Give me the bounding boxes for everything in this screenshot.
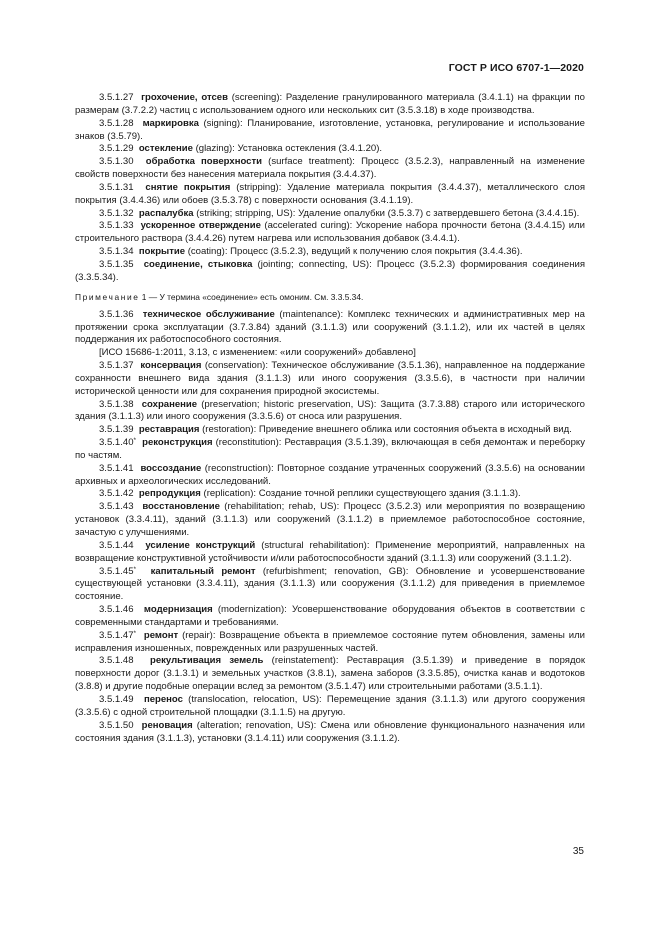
term-number: 3.5.1.34 xyxy=(99,246,134,258)
term-entry xyxy=(75,309,585,348)
terms-block-2 xyxy=(75,309,585,348)
term-definition: (rehabilitation; rehab, US): Процесс (3.5.2.3) или мероприятия по возвращению установок (3.3.4.11), зданий (3.1.1.3) или сооружений (3.1.1.2) в приемлемое работоспособное состояние, зачастую с улучшениями. xyxy=(75,501,585,538)
term-title: техническое обслуживание xyxy=(142,308,275,320)
term-number: 3.5.1.40 xyxy=(99,437,134,449)
term-definition: (jointing; connecting, US): Процесс (3.5.2.3) формирования соединения (3.3.5.34). xyxy=(75,258,585,283)
term-entry xyxy=(75,424,585,437)
term-title: реновация xyxy=(141,719,193,731)
term-definition: (stripping): Удаление материала покрытия (3.4.4.37), металлического слоя покрытия (3.4.4.36) или обоев (3.5.3.78) с поверхности основания (3.4.1.19). xyxy=(75,181,585,206)
term-definition: (reconstitution): Реставрация (3.5.1.39), включающая в себя демонтаж и переборку по частям. xyxy=(75,437,585,461)
term-definition: (modernization): Усовершенствование оборудования объектов в соответствии с современными стандартами и требованиями. xyxy=(75,604,585,628)
term-entry xyxy=(75,143,585,156)
term-title: рекультивация земель xyxy=(149,655,264,667)
term-title: репродукция xyxy=(138,488,201,500)
term-number: 3.5.1.41 xyxy=(99,462,134,474)
note-text: 1 — У термина «соединение» есть омоним. См. 3.3.5.34. xyxy=(139,291,364,302)
term-number: 3.5.1.50 xyxy=(99,719,134,731)
term-title: капитальный ремонт xyxy=(150,565,256,577)
term-title: покрытие xyxy=(138,246,186,258)
document-header: ГОСТ Р ИСО 6707-1—2020 xyxy=(448,62,584,74)
term-number: 3.5.1.43 xyxy=(99,501,134,513)
term-definition: (reconstruction): Повторное создание утраченных сооружений (3.3.5.6) на основании архивных и археологических исследований. xyxy=(75,462,585,487)
term-title: реконструкция xyxy=(142,437,213,449)
term-entry xyxy=(75,437,585,463)
term-number: 3.5.1.44 xyxy=(99,539,134,551)
term-title: остекление xyxy=(138,143,193,155)
term-entry xyxy=(75,488,585,501)
term-entry xyxy=(75,566,585,605)
term-definition: (coating): Процесс (3.5.2.3), ведущий к получению слоя покрытия (3.4.4.36). xyxy=(185,246,523,258)
term-definition: (replication): Создание точной реплики существующего здания (3.1.1.3). xyxy=(200,488,521,500)
term-entry xyxy=(75,720,585,746)
term-title: сохранение xyxy=(141,398,198,410)
term-number: 3.5.1.38 xyxy=(99,398,134,410)
term-title: соединение, стыковка xyxy=(143,258,253,270)
term-title: модернизация xyxy=(143,604,213,616)
terms-block-3 xyxy=(75,360,585,745)
term-definition: (reinstatement): Реставрация (3.5.1.39) и приведение в порядок поверхности дорог (3.1.3.1) и земельных участков (3.8.1), замена заборов (3.3.5.85), очистка канав и водотоков (3.8.8) и другие подобные операции вслед за ремонтом (3.5.1.47) или строительными работами (3.5.1.1). xyxy=(75,655,585,693)
page-number: 35 xyxy=(572,846,584,857)
term-title: снятие покрытия xyxy=(145,181,231,193)
term-title: грохочение, отсев xyxy=(141,92,228,103)
term-entry xyxy=(75,463,585,489)
term-entry xyxy=(75,182,585,208)
term-title: распалубка xyxy=(138,207,194,219)
source-reference: [ИСО 15686-1:2011, 3.13, с изменением: «или сооружений» добавлено] xyxy=(99,347,416,359)
term-title: перенос xyxy=(143,693,183,705)
term-asterisk: * xyxy=(133,437,137,445)
term-number: 3.5.1.48 xyxy=(99,655,134,667)
term-definition: (glazing): Установка остекления (3.4.1.20). xyxy=(192,143,383,155)
term-title: маркировка xyxy=(142,117,199,129)
term-definition: (signing): Планирование, изготовление, установка, регулирование и использование знаков (3.5.79). xyxy=(75,117,585,142)
term-number: 3.5.1.32 xyxy=(99,207,134,219)
term-definition: (refurbishment; renovation, GB): Обновление и усовершенствование существующей установки (3.3.4.11), здания (3.1.1.3) или сооружения (3.1.1.2) для приведения в приемлемое состояние. xyxy=(75,565,585,603)
term-entry xyxy=(75,501,585,540)
term-title: ускоренное отверждение xyxy=(140,220,261,232)
term-entry xyxy=(75,540,585,566)
term-entry xyxy=(75,156,585,182)
term-number: 3.5.1.49 xyxy=(99,693,134,705)
term-definition: (preservation; historic preservation, US): Защита (3.7.3.88) старого или исторического здания (3.1.1.3) или иного сооружения (3.3.5.6) от сноса или разрушения. xyxy=(75,398,585,423)
term-title: воссоздание xyxy=(140,462,202,474)
term-definition: (alteration; renovation, US): Смена или обновление функционального назначения или состояния здания (3.1.1.3), установки (3.1.4.11) или сооружения (3.1.1.2). xyxy=(75,719,585,744)
term-definition: (restoration): Приведение внешнего облика или состояния объекта в исходный вид. xyxy=(199,424,572,436)
term-number: 3.5.1.35 xyxy=(99,258,134,270)
term-title: ремонт xyxy=(143,629,179,641)
term-definition: (repair): Возвращение объекта в приемлемое состояние путем обновления, замены или исправления изношенных, поврежденных или разрушенных частей. xyxy=(75,629,585,654)
term-entry xyxy=(75,259,585,285)
term-definition: (surface treatment): Процесс (3.5.2.3), направленный на изменение свойств поверхности без нанесения материала покрытия (3.4.4.37). xyxy=(75,156,585,181)
term-title: консервация xyxy=(140,360,202,372)
term-definition: (maintenance): Комплекс технических и административных мер на протяжении срока эксплуатации (3.7.3.84) зданий (3.1.1.3) или сооружений (3.1.1.2), или их частей в целях поддержания их работоспособного состояния. xyxy=(75,308,585,346)
term-title: восстановление xyxy=(142,501,220,513)
term-entry xyxy=(75,92,585,118)
note-label: Примечание xyxy=(75,291,140,302)
term-title: реставрация xyxy=(138,424,200,436)
term-asterisk: * xyxy=(133,629,137,637)
term-number: 3.5.1.29 xyxy=(99,143,134,155)
term-number: 3.5.1.30 xyxy=(99,156,134,168)
term-number: 3.5.1.33 xyxy=(99,220,134,232)
terms-content xyxy=(75,92,585,745)
term-title: обработка поверхности xyxy=(145,156,263,168)
term-number: 3.5.1.27 xyxy=(99,92,134,103)
terms-block-1 xyxy=(75,92,585,285)
term-number: 3.5.1.36 xyxy=(99,308,134,320)
term-number: 3.5.1.37 xyxy=(99,360,134,372)
term-title: усиление конструкций xyxy=(145,539,256,551)
note xyxy=(75,291,585,303)
term-definition: (screening): Разделение гранулированного материала (3.4.1.1) на фракции по размерам (3.7.2.2) частиц с использованием одного или нескольких сит (3.5.3.18) в ходе производства. xyxy=(75,92,585,116)
term-entry xyxy=(75,246,585,259)
term-entry xyxy=(75,630,585,656)
term-entry xyxy=(75,655,585,694)
term-definition: (striking; stripping, US): Удаление опалубки (3.5.3.7) с затвердевшего бетона (3.4.4.15). xyxy=(193,207,580,219)
term-entry xyxy=(75,694,585,720)
term-entry xyxy=(75,220,585,246)
term-number: 3.5.1.47 xyxy=(99,629,134,641)
term-entry xyxy=(75,118,585,144)
term-definition: (accelerated curing): Ускорение набора прочности бетона (3.4.4.15) или строительного раствора (3.4.4.26) путем нагрева или использования добавок (3.4.4.1). xyxy=(75,220,586,245)
term-entry xyxy=(75,604,585,630)
term-entry xyxy=(75,399,585,425)
term-definition: (conservation): Техническое обслуживание (3.5.1.36), направленное на поддержание сохранности внешнего вида здания (3.1.1.3) или иного сооружения (3.3.5.6), в частности при наличии исторической ценности или для сохранения природной экосистемы. xyxy=(75,360,586,397)
term-entry xyxy=(75,360,585,399)
term-entry xyxy=(75,208,585,221)
term-definition: (translocation, relocation, US): Перемещение здания (3.1.1.3) или другого сооружения (3.3.5.6) с одной строительной площадки (3.1.1.5) на другую. xyxy=(75,693,585,718)
term-number: 3.5.1.28 xyxy=(99,117,134,129)
term-number: 3.5.1.31 xyxy=(99,181,134,193)
term-number: 3.5.1.42 xyxy=(99,488,134,500)
term-number: 3.5.1.46 xyxy=(99,604,134,616)
term-number: 3.5.1.45 xyxy=(99,565,134,577)
term-number: 3.5.1.39 xyxy=(99,424,134,436)
term-asterisk: * xyxy=(133,565,137,573)
term-definition: (structural rehabilitation): Применение мероприятий, направленных на возвращение конструктивной устойчивости и/или работоспособности зданий (3.1.1.3) или сооружений (3.1.1.2). xyxy=(75,539,585,564)
